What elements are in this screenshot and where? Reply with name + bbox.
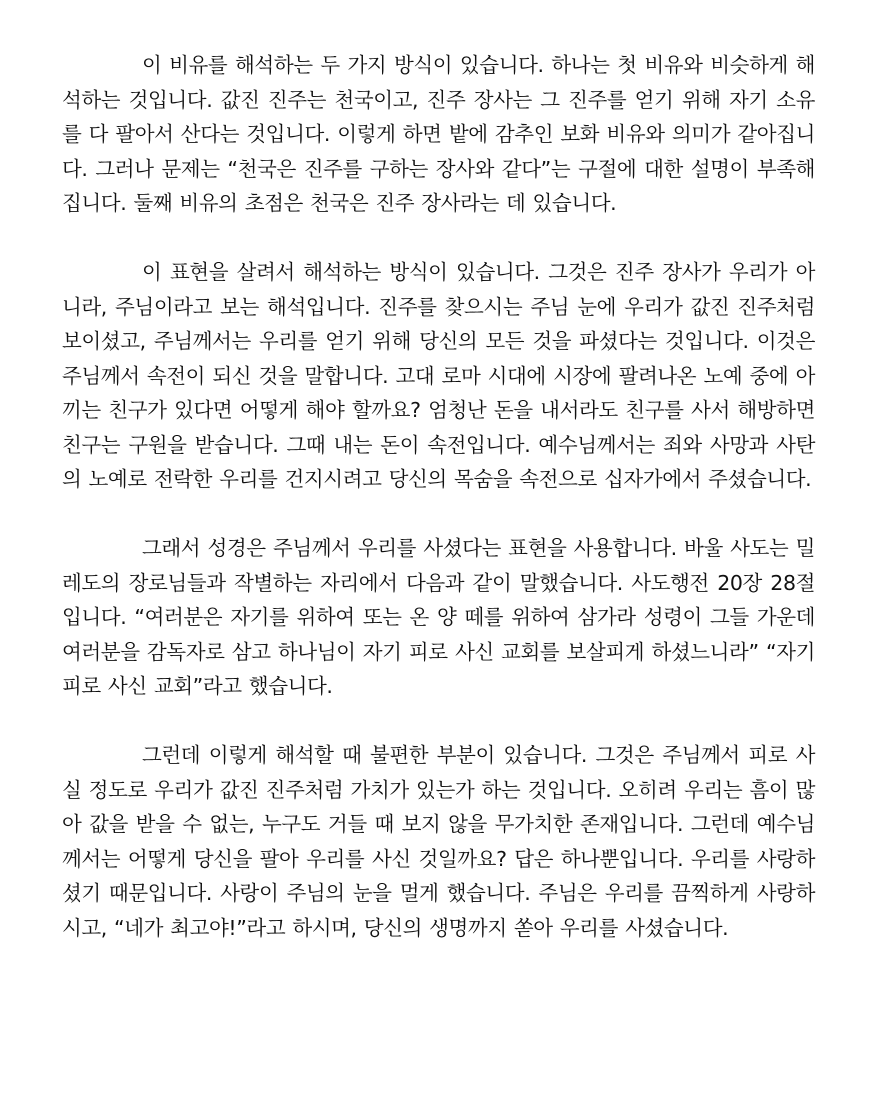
- paragraph-3: 그래서 성경은 주님께서 우리를 사셨다는 표현을 사용합니다. 바울 사도는 밀레도의 장로님들과 작별하는 자리에서 다음과 같이 말했습니다. 사도행전 20장 28절입니다. “여러분은 자기를 위하여 또는 온 양 떼를 위하여 삼가라 성령이 그들 가운데 여러분을 감독자로 삼고 하나님이 자기 피로 사신 교회를 보살피게 하셨느니라” “자기 피로 사신 교회”라고 했습니다.: [62, 536, 815, 698]
- paragraph-1: 이 비유를 해석하는 두 가지 방식이 있습니다. 하나는 첫 비유와 비슷하게 해석하는 것입니다. 값진 진주는 천국이고, 진주 장사는 그 진주를 얻기 위해 자기 소유를 다 팔아서 산다는 것입니다. 이렇게 하면 밭에 감추인 보화 비유와 의미가 같아집니다. 그러나 문제는 “천국은 진주를 구하는 장사와 같다”는 구절에 대한 설명이 부족해집니다. 둘째 비유의 초점은 천국은 진주 장사라는 데 있습니다.: [62, 53, 815, 215]
- paragraph-2: 이 표현을 살려서 해석하는 방식이 있습니다. 그것은 진주 장사가 우리가 아니라, 주님이라고 보는 해석입니다. 진주를 찾으시는 주님 눈에 우리가 값진 진주처럼 보이셨고, 주님께서는 우리를 얻기 위해 당신의 모든 것을 파셨다는 것입니다. 이것은 주님께서 속전이 되신 것을 말합니다. 고대 로마 시대에 시장에 팔려나온 노예 중에 아끼는 친구가 있다면 어떻게 해야 할까요? 엄청난 돈을 내서라도 친구를 사서 해방하면 친구는 구원을 받습니다. 그때 내는 돈이 속전입니다. 예수님께서는 죄와 사망과 사탄의 노예로 전락한 우리를 건지시려고 당신의 목숨을 속전으로 십자가에서 주셨습니다.: [62, 260, 815, 491]
- document-body: [62, 48, 815, 945]
- paragraph-4: 그런데 이렇게 해석할 때 불편한 부분이 있습니다. 그것은 주님께서 피로 사실 정도로 우리가 값진 진주처럼 가치가 있는가 하는 것입니다. 오히려 우리는 흠이 많아 값을 받을 수 없는, 누구도 거들 때 보지 않을 무가치한 존재입니다. 그런데 예수님께서는 어떻게 당신을 팔아 우리를 사신 것일까요? 답은 하나뿐입니다. 우리를 사랑하셨기 때문입니다. 사랑이 주님의 눈을 멀게 했습니다. 주님은 우리를 끔찍하게 사랑하시고, “네가 최고야!”라고 하시며, 당신의 생명까지 쏟아 우리를 사셨습니다.: [62, 743, 815, 940]
